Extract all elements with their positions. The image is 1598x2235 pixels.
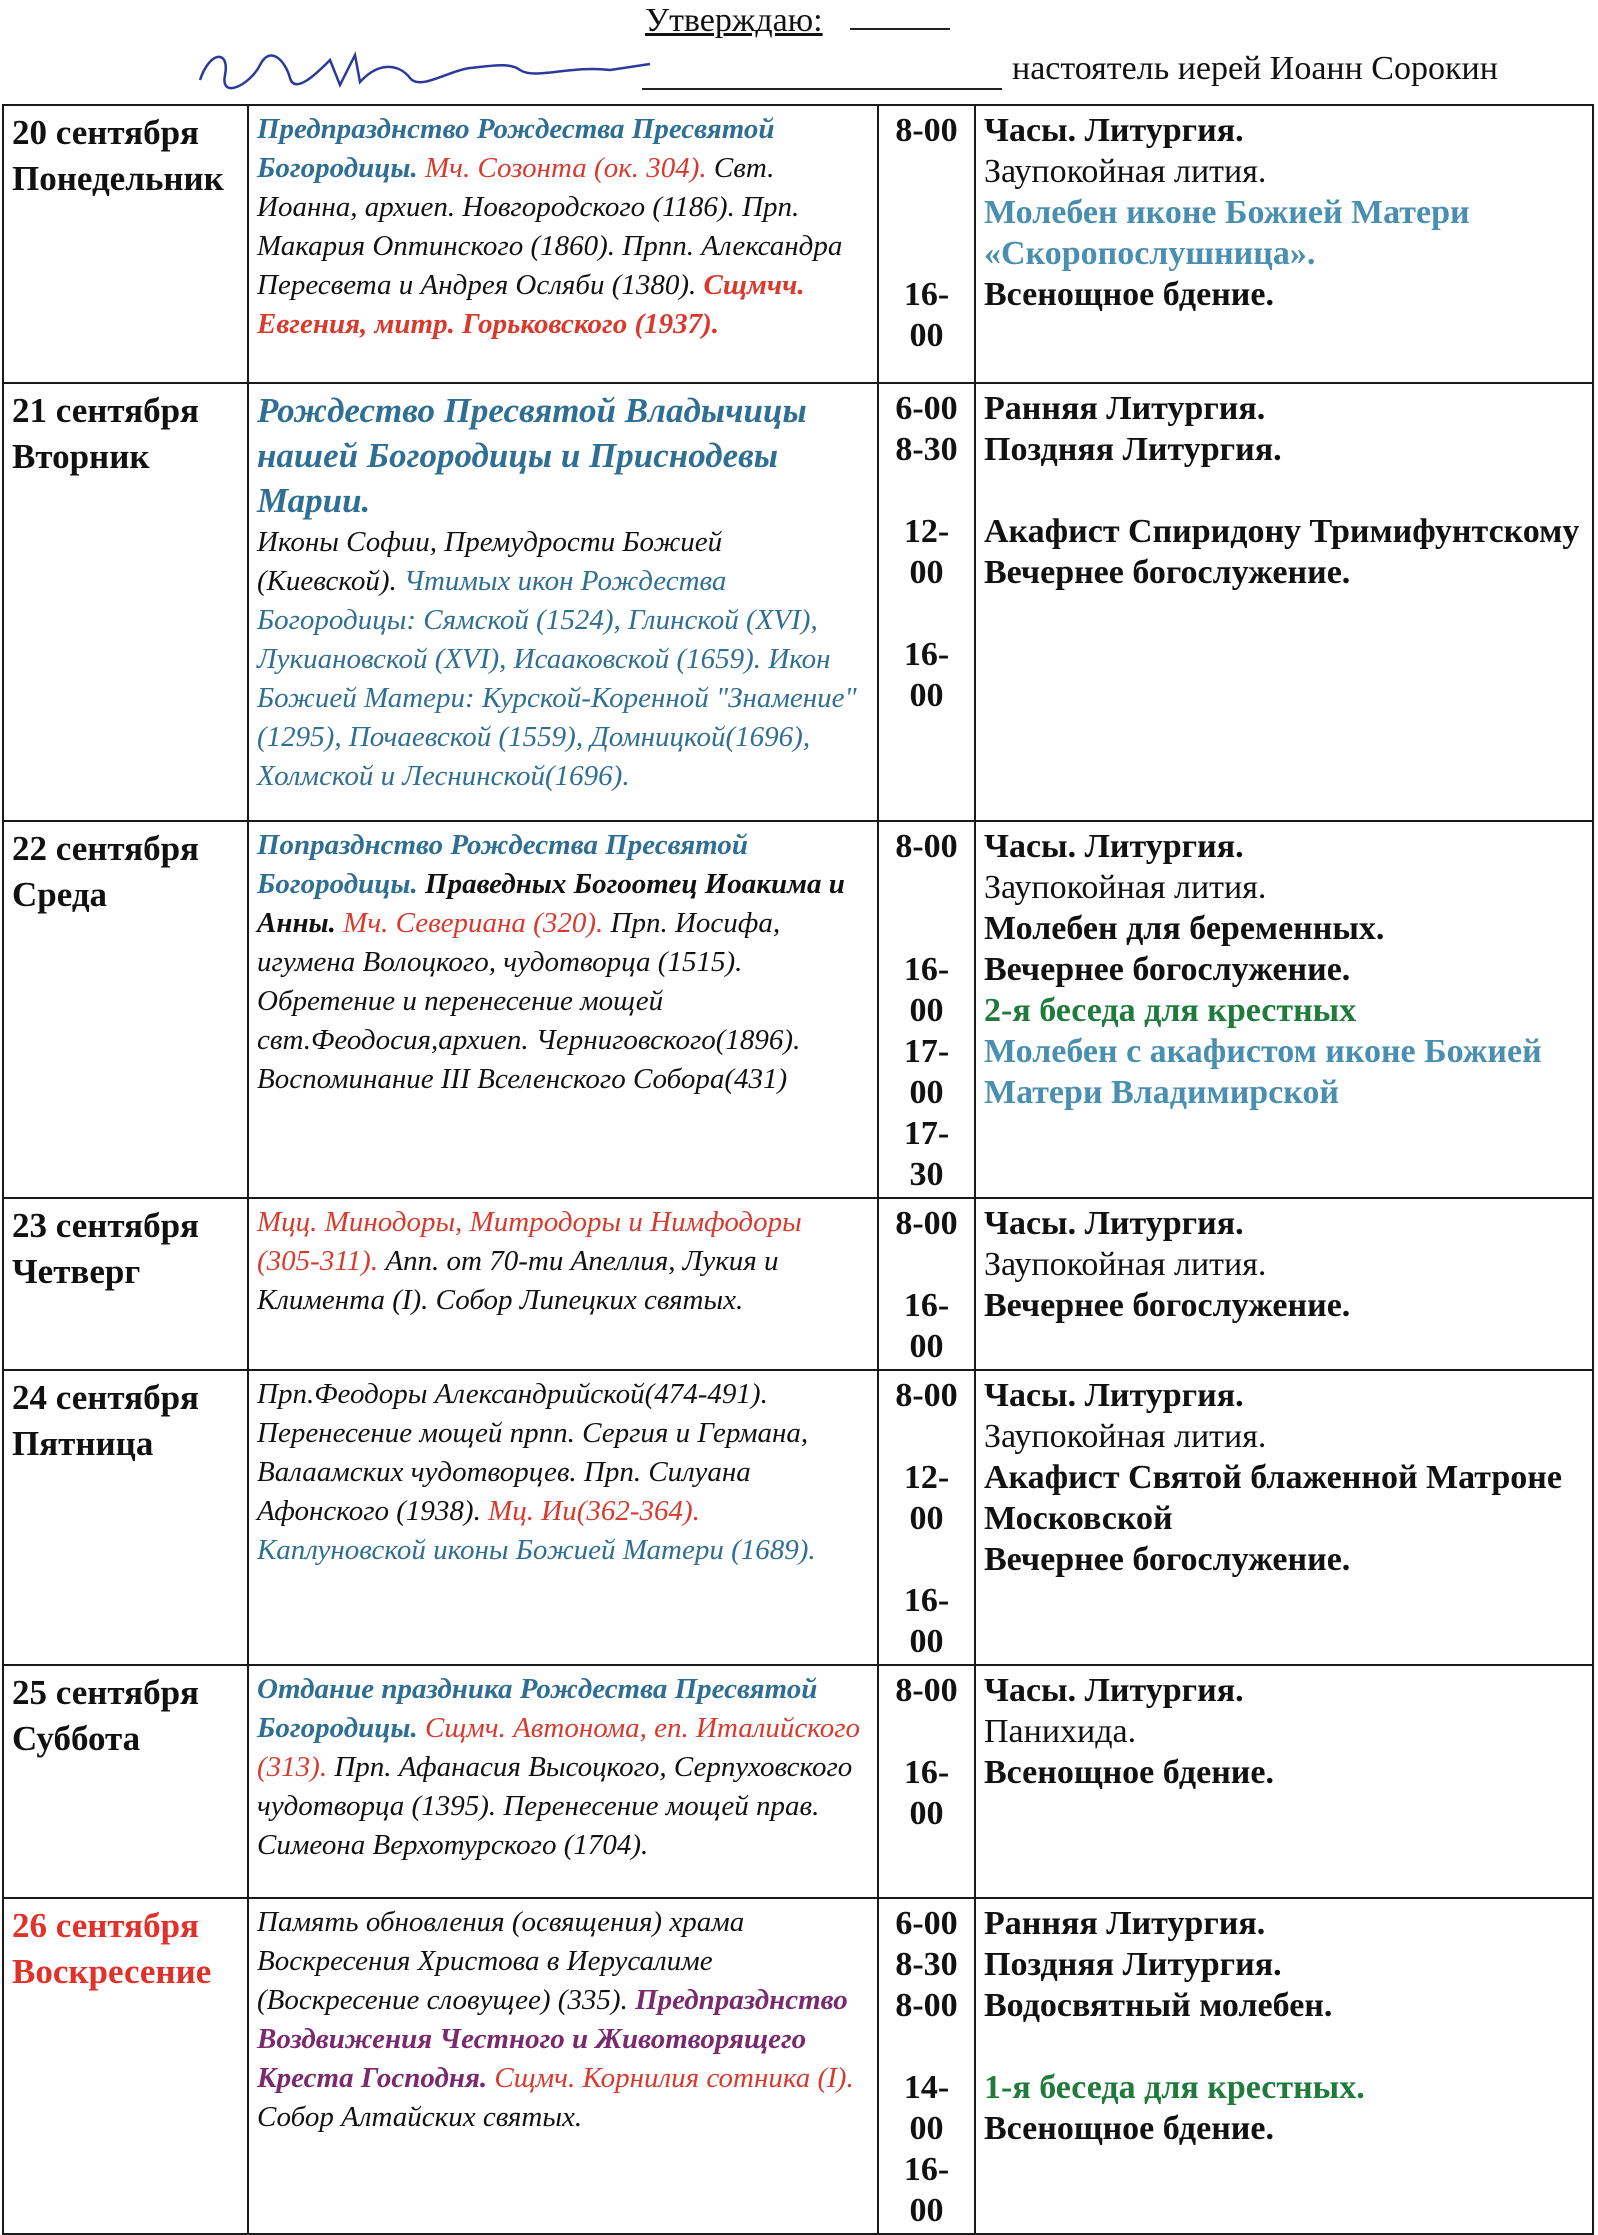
saints-text: Собор Алтайских святых.	[257, 2101, 583, 2133]
feast-title: Предпразднство Воздвижения Честного и Животворящего Креста Господня.	[257, 1984, 848, 2094]
service-time: 8-00	[895, 1377, 958, 1414]
icon-commemoration: Каплуновской иконы Божией Матери (1689).	[257, 1534, 816, 1566]
service-item: Заупокойная лития.	[984, 1246, 1267, 1283]
service-time: 8-30	[895, 1946, 958, 1983]
table-row	[3, 821, 1593, 1198]
date: 22 сентября	[12, 829, 199, 868]
hieromartyr-commemoration: Сщмчч. Евгения, митр. Горьковского (1937).	[257, 269, 805, 340]
service-time: 8-00	[895, 828, 958, 865]
times-cell	[878, 1370, 975, 1665]
approval-label: Утверждаю:	[645, 2, 823, 39]
service-time: 12-00	[903, 513, 950, 591]
service-item: Вечернее богослужение.	[984, 1287, 1351, 1324]
signature-line	[642, 88, 1002, 90]
service-item: Часы. Литургия.	[984, 112, 1244, 149]
times-cell	[878, 383, 975, 821]
service-time: 8-30	[895, 431, 958, 468]
weekday: Пятница	[12, 1424, 154, 1463]
service-item: Поздняя Литургия.	[984, 431, 1282, 468]
service-time: 8-00	[895, 1205, 958, 1242]
service-time: 17-30	[903, 1115, 950, 1193]
table-row	[3, 1198, 1593, 1370]
service-time: 16-00	[903, 1287, 950, 1365]
saints-cell	[248, 383, 878, 821]
date-cell	[3, 821, 248, 1198]
service-item: Водосвятный молебен.	[984, 1987, 1333, 2024]
service-time: 16-00	[903, 276, 950, 354]
weekday: Суббота	[12, 1719, 141, 1758]
service-item: Акафист Спиридону Тримифунтскому	[984, 513, 1580, 550]
service-item: Заупокойная лития.	[984, 1418, 1267, 1455]
date-cell	[3, 383, 248, 821]
service-item: 1-я беседа для крестных.	[984, 2069, 1365, 2106]
date-cell	[3, 1665, 248, 1898]
martyr-commemoration: Мц. Ии(362-364).	[488, 1495, 700, 1527]
services-cell	[975, 383, 1593, 821]
service-time: 17-00	[903, 1033, 950, 1111]
martyrs-commemoration: Мцц. Минодоры, Митродоры и Нимфодоры (305-311).	[257, 1206, 802, 1277]
service-item: Молебен иконе Божией Матери «Скоропослушница».	[984, 194, 1470, 272]
feast-title: Попразднство Рождества Пресвятой Богородицы.	[257, 829, 748, 900]
service-item: Акафист Святой блаженной Матроне Московской	[984, 1459, 1562, 1537]
table-row	[3, 1898, 1593, 2234]
saints-text: Прп. Иосифа, игумена Волоцкого, чудотворца (1515). Обретение и перенесение мощей свт.Феодосия,архиеп. Черниговского(1896). Воспоминание III Вселенского Собора(431)	[257, 907, 801, 1095]
service-time: 8-00	[895, 112, 958, 149]
service-item: Панихида.	[984, 1713, 1137, 1750]
date: 21 сентября	[12, 391, 199, 430]
saints-text: Прп. Афанасия Высоцкого, Серпуховского чудотворца (1395). Перенесение мощей прав. Симеона Верхотурского (1704).	[257, 1751, 853, 1861]
saints-cell	[248, 821, 878, 1198]
feast-title: Отдание праздника Рождества Пресвятой Богородицы.	[257, 1673, 818, 1744]
table-row	[3, 1665, 1593, 1898]
saints-cell	[248, 105, 878, 383]
date-cell	[3, 1198, 248, 1370]
icons-commemoration: Чтимых икон Рождества Богородицы: Сямской (1524), Глинской (XVI), Лукиановской (XVI), Исааковской (1659). Икон Божией Матери: Курской-Коренной "Знамение" (1295), Почаевской (1559), Домницкой(1696), Холмской и Леснинской(1696).	[257, 565, 857, 792]
service-item: Ранняя Литургия.	[984, 1905, 1266, 1942]
service-time: 16-00	[903, 1582, 950, 1660]
service-time: 8-00	[895, 1672, 958, 1709]
table-row	[3, 1370, 1593, 1665]
service-time: 16-00	[903, 1754, 950, 1832]
feast-title: Предпразднство Рождества Пресвятой Богородицы.	[257, 113, 775, 184]
saints-text: Память обновления (освящения) храма Воскресения Христова в Иерусалиме (Воскресение словущее) (335).	[257, 1906, 745, 2016]
martyr-commemoration: Мч. Созонта (ок. 304).	[425, 152, 707, 184]
hieromartyr-commemoration: Сщмч. Корнилия сотника (I).	[494, 2062, 854, 2094]
service-item: Вечернее богослужение.	[984, 1541, 1351, 1578]
service-time: 16-00	[903, 2151, 950, 2229]
services-cell	[975, 105, 1593, 383]
service-item: Ранняя Литургия.	[984, 390, 1266, 427]
times-cell	[878, 105, 975, 383]
services-cell	[975, 1665, 1593, 1898]
service-item: Часы. Литургия.	[984, 1205, 1244, 1242]
saints-text: Прп.Феодоры Александрийской(474-491). Перенесение мощей прпп. Сергия и Германа, Валаамских чудотворцев. Прп. Силуана Афонского (1938).	[257, 1378, 809, 1527]
service-item: Заупокойная лития.	[984, 869, 1267, 906]
date-cell	[3, 1898, 248, 2234]
service-time: 6-00	[895, 390, 958, 427]
services-cell	[975, 1370, 1593, 1665]
service-item: Часы. Литургия.	[984, 1672, 1244, 1709]
weekday: Понедельник	[12, 159, 224, 198]
approval-underline	[850, 28, 950, 30]
service-item: 2-я беседа для крестных	[984, 992, 1357, 1029]
service-item: Часы. Литургия.	[984, 828, 1244, 865]
saints-cell	[248, 1198, 878, 1370]
table-row	[3, 105, 1593, 383]
service-item: Всенощное бдение.	[984, 1754, 1274, 1791]
schedule-table	[2, 104, 1594, 2235]
handwritten-signature	[190, 40, 660, 100]
weekday: Среда	[12, 875, 108, 914]
weekday: Воскресение	[12, 1952, 212, 1991]
date-cell	[3, 105, 248, 383]
service-item: Молебен для беременных.	[984, 910, 1385, 947]
times-cell	[878, 1198, 975, 1370]
service-item: Часы. Литургия.	[984, 1377, 1244, 1414]
date: 25 сентября	[12, 1673, 199, 1712]
service-time: 16-00	[903, 636, 950, 714]
service-time: 16-00	[903, 951, 950, 1029]
weekday: Четверг	[12, 1252, 141, 1291]
service-time: 12-00	[903, 1459, 950, 1537]
saints-cell	[248, 1665, 878, 1898]
date: 24 сентября	[12, 1378, 199, 1417]
times-cell	[878, 1898, 975, 2234]
saints-text: Апп. от 70-ти Апеллия, Лукия и Климента (I). Собор Липецких святых.	[257, 1245, 779, 1316]
times-cell	[878, 1665, 975, 1898]
date: 20 сентября	[12, 113, 199, 152]
saints-cell	[248, 1898, 878, 2234]
service-item: Поздняя Литургия.	[984, 1946, 1282, 1983]
table-row	[3, 383, 1593, 821]
document-header	[0, 0, 1598, 100]
service-time: 8-00	[895, 1987, 958, 2024]
martyr-commemoration: Мч. Севериана (320).	[343, 907, 604, 939]
righteous-commemoration: Праведных Богоотец Иоакима и Анны.	[257, 868, 845, 939]
hieromartyr-commemoration: Сщмч. Автонома, еп. Италийского (313).	[257, 1712, 861, 1783]
services-cell	[975, 821, 1593, 1198]
service-item: Молебен с акафистом иконе Божией Матери Владимирской	[984, 1033, 1542, 1111]
date: 23 сентября	[12, 1206, 199, 1245]
feast-title: Рождество Пресвятой Владычицы нашей Богородицы и Приснодевы Марии.	[257, 391, 807, 520]
service-item: Вечернее богослужение.	[984, 951, 1351, 988]
service-item: Вечернее богослужение.	[984, 554, 1351, 591]
service-item: Всенощное бдение.	[984, 2110, 1274, 2147]
date: 26 сентября	[12, 1906, 199, 1945]
service-time: 14-00	[903, 2069, 950, 2147]
services-cell	[975, 1198, 1593, 1370]
service-item: Всенощное бдение.	[984, 276, 1274, 313]
services-cell	[975, 1898, 1593, 2234]
saints-text: Свт. Иоанна, архиеп. Новгородского (1186). Прп. Макария Оптинского (1860). Прпп. Александра Пересвета и Андрея Осляби (1380).	[257, 152, 843, 301]
weekday: Вторник	[12, 437, 150, 476]
date-cell	[3, 1370, 248, 1665]
saints-text: Иконы Софии, Премудрости Божией (Киевской).	[257, 526, 723, 597]
times-cell	[878, 821, 975, 1198]
service-time: 6-00	[895, 1905, 958, 1942]
service-item: Заупокойная лития.	[984, 153, 1267, 190]
rector-name: настоятель иерей Иоанн Сорокин	[1012, 50, 1498, 87]
saints-cell	[248, 1370, 878, 1665]
